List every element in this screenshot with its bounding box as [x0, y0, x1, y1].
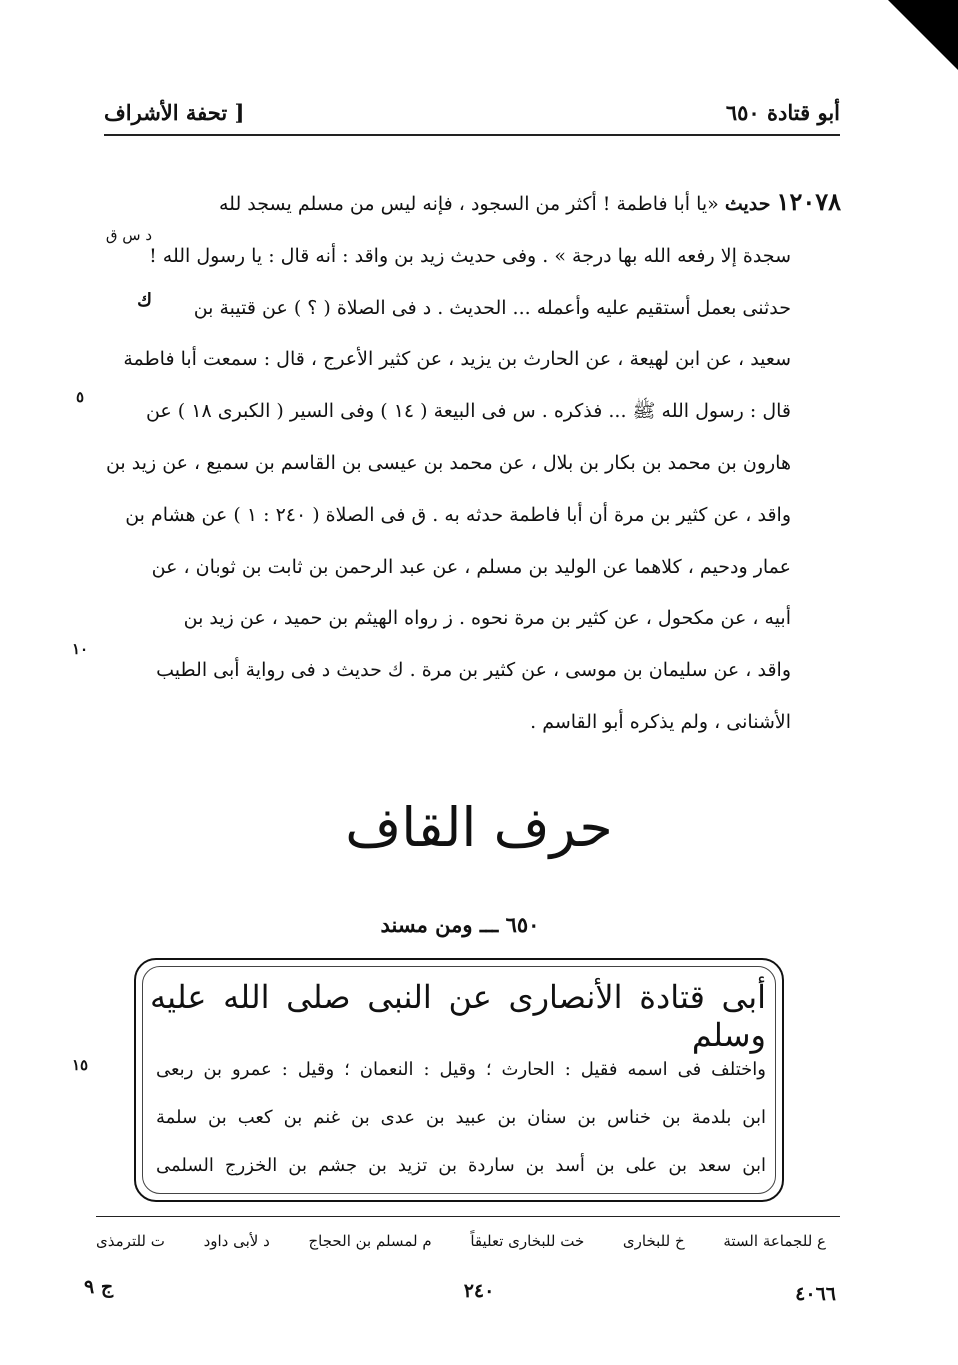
line-number: ١٠: [72, 640, 89, 658]
header-book-title: [ تحفة الأشراف: [104, 100, 245, 125]
hadith-line: أبيه ، عن مكحول ، عن كثير بن مرة نحوه . ز رواه الهيثم بن حميد ، عن زيد بن: [183, 607, 791, 630]
footnote-rule: [96, 1216, 840, 1217]
hadith-line: واقد ، عن كثير بن مرة أن أبا فاطمة حدثه به . ق فى الصلاة ( ٢٤٠ : ١ ) عن هشام بن: [125, 503, 791, 526]
running-header: [104, 98, 840, 136]
hadith-line: سجدة إلا رفعه الله بها درجة » . وفى حديث زيد بن واقد : أنه قال : يا رسول الله !: [149, 244, 791, 267]
line-number: ١٥: [72, 1056, 89, 1074]
lineage-line: واختلف فى اسمه فقيل : الحارث ؛ وقيل : النعمان ؛ وقيل : عمرو بن ربعى: [156, 1059, 766, 1080]
musnad-heading: ٦٥٠ ـــ ومن مسند: [380, 912, 540, 937]
hadith-line: واقد ، عن سليمان بن موسى ، عن كثير بن مرة . ك حديث د فى رواية أبى الطيب: [156, 659, 791, 682]
hadith-line: هارون بن محمد بن بكار بن بلال ، عن محمد بن عيسى بن القاسم بن سميع ، عن زيد بن: [105, 451, 791, 474]
page-number: ٢٤٠: [463, 1280, 495, 1302]
margin-code: ك: [137, 290, 152, 311]
hadith-line: عمار ودحيم ، كلاهما عن الوليد بن مسلم ، عن عبد الرحمن بن ثابت بن ثوبان ، عن: [151, 555, 791, 578]
abbreviation-item: م لمسلم بن الحجاج: [308, 1232, 432, 1250]
footer-code: ٤٠٦٦: [795, 1283, 836, 1305]
hadith-entry: [96, 176, 841, 749]
abbreviation-item: خت للبخارى تعليقاً: [470, 1232, 585, 1250]
margin-code: د س ق: [105, 226, 152, 244]
section-title: حرف القاف: [345, 796, 613, 859]
abbreviation-item: ت للترمذى: [96, 1232, 165, 1250]
volume-number: ج ٩: [84, 1276, 114, 1298]
hadith-line: قال : رسول الله ﷺ ... فذكره . س فى البيعة ( ١٤ ) وفى السير ( الكبرى ١٨ ) عن: [145, 400, 791, 423]
hadith-line: «يا أبا فاطمة ! أكثر من السجود ، فإنه ليس من مسلم يسجد لله: [219, 193, 719, 215]
hadith-line: الأشنانى ، ولم يذكره أبو القاسم .: [530, 710, 791, 733]
abbreviation-item: ع للجماعة الستة: [723, 1232, 826, 1250]
hadith-lead: حديث: [724, 193, 771, 215]
line-number: ٥: [76, 388, 85, 406]
abbreviation-key: [96, 1232, 826, 1250]
hadith-line: سعيد ، عن ابن لهيعة ، عن الحارث بن يزيد ، عن كثير الأعرج ، قال : سمعت أبا فاطمة: [123, 348, 791, 371]
companion-lineage: [156, 1046, 766, 1190]
hadith-line: حدثنى بعمل أستقيم عليه وأعمله ... الحديث . د فى الصلاة ( ؟ ) عن قتيبة بن: [193, 296, 791, 319]
abbreviation-item: خ للبخارى: [622, 1232, 685, 1250]
lineage-line: ابن سعد بن على بن أسد بن ساردة بن تزيد بن جشم بن الخزرج السلمى: [156, 1155, 766, 1176]
companion-name: أبى قتادة الأنصارى عن النبى صلى الله عليه وسلم: [150, 978, 766, 1054]
lineage-line: ابن بلدمة بن خناس بن سنان بن عبيد بن عدى بن غنم بن كعب بن سلمة: [156, 1107, 766, 1128]
hadith-number: ١٢٠٧٨: [776, 187, 841, 216]
abbreviation-item: د لأبى داود: [203, 1232, 270, 1250]
header-chapter: أبو قتادة ٦٥٠: [725, 100, 840, 125]
page-corner-mark: [888, 0, 958, 70]
